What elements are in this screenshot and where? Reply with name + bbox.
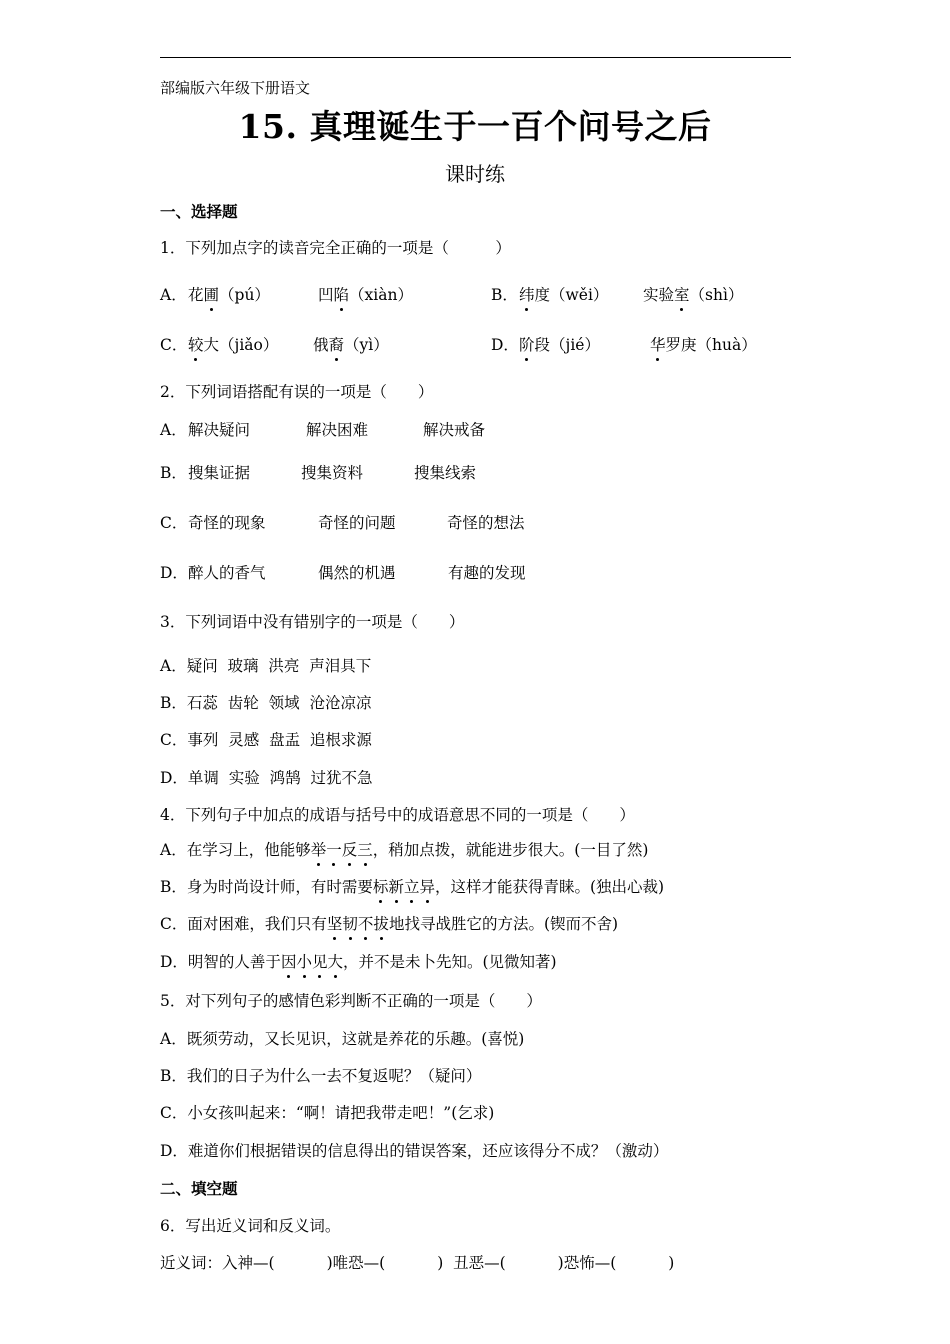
q3-option-a: A．疑问 玻璃 洪亮 声泪具下: [160, 657, 372, 675]
q2-option-label: A．: [160, 421, 187, 439]
page-title: 15. 真理诞生于一百个问号之后: [238, 107, 712, 146]
q1-option-c-word1: 较大（jiǎo）: [188, 333, 278, 355]
q1-option-a-label: A．: [160, 286, 187, 304]
question-1-stem: 1．下列加点字的读音完全正确的一项是（ ）: [160, 239, 511, 257]
q5-option-d: D．难道你们根据错误的信息得出的错误答案，还应该得分不成？（激动）: [160, 1142, 669, 1160]
q1-option-d-label: D．: [491, 336, 519, 354]
q2-option-word: 解决困难: [306, 421, 369, 439]
page-subtitle: 课时练: [445, 162, 505, 186]
q5-option-a: A．既须劳动，又长见识，这就是养花的乐趣。(喜悦): [160, 1030, 525, 1048]
q2-option-word: 解决疑问: [188, 421, 251, 439]
question-3-stem: 3．下列词语中没有错别字的一项是（ ）: [160, 613, 465, 631]
q5-option-b: B．我们的日子为什么一去不复返呢？（疑问）: [160, 1067, 482, 1085]
q2-option-word: 搜集线索: [414, 464, 477, 482]
section-fill: 二、填空题: [160, 1179, 238, 1198]
q3-option-b: B．石蕊 齿轮 领域 沧沧凉凉: [160, 694, 372, 712]
q1-option-b-word2: 实验室（shì）: [643, 283, 743, 305]
question-6-stem: 6．写出近义词和反义词。: [160, 1217, 341, 1235]
q6-synonyms-line: 近义词：入神—( )唯恐—( ) 丑恶—( )恐怖—( ): [160, 1254, 675, 1272]
q4-option-c: C．面对困难，我们只有坚韧不拔地找寻战胜它的方法。(锲而不舍): [160, 912, 618, 934]
q1-option-c-word2: 俄裔（yì）: [313, 333, 389, 355]
q2-option-word: 奇怪的问题: [318, 514, 396, 532]
q1-option-a-word1: 花圃（pú）: [188, 283, 270, 305]
q5-option-c: C．小女孩叫起来：“啊！请把我带走吧！”(乞求): [160, 1104, 495, 1122]
q1-option-d-word1: 阶段（jié）: [519, 333, 600, 355]
q3-option-c: C．事列 灵感 盘盂 追根求源: [160, 731, 372, 749]
q1-option-b-word1: 纬度（wěi）: [519, 283, 608, 305]
question-5-stem: 5．对下列句子的感情色彩判断不正确的一项是（ ）: [160, 992, 542, 1010]
grade-note: 部编版六年级下册语文: [160, 79, 311, 97]
q2-option-label: D．: [160, 564, 188, 582]
q4-option-a: A．在学习上，他能够举一反三，稍加点拨，就能进步很大。(一目了然): [160, 838, 648, 860]
section-choice: 一、选择题: [160, 202, 238, 221]
q2-option-label: B．: [160, 464, 187, 482]
q2-option-word: 搜集证据: [188, 464, 251, 482]
q1-option-a-word2: 凹陷（xiàn）: [318, 283, 413, 305]
q2-option-label: C．: [160, 514, 188, 532]
q1-option-b-label: B．: [491, 286, 518, 304]
q2-option-word: 解决戒备: [423, 421, 486, 439]
q3-option-d: D．单调 实验 鸿鹄 过犹不急: [160, 769, 373, 787]
question-4-stem: 4．下列句子中加点的成语与括号中的成语意思不同的一项是（ ）: [160, 806, 635, 824]
q2-option-word: 醉人的香气: [188, 564, 266, 582]
q4-option-d: D．明智的人善于因小见大，并不是未卜先知。(见微知著): [160, 950, 557, 972]
q4-option-b: B．身为时尚设计师，有时需要标新立异，这样才能获得青睐。(独出心裁): [160, 875, 664, 897]
q2-option-word: 搜集资料: [301, 464, 364, 482]
q1-option-c-label: C．: [160, 336, 188, 354]
header-rule: [160, 57, 791, 58]
q2-option-word: 奇怪的想法: [447, 514, 525, 532]
q2-option-word: 有趣的发现: [448, 564, 526, 582]
q2-option-word: 奇怪的现象: [188, 514, 266, 532]
question-2-stem: 2．下列词语搭配有误的一项是（ ）: [160, 383, 434, 401]
q2-option-word: 偶然的机遇: [318, 564, 396, 582]
q1-option-d-word2: 华罗庚（huà）: [650, 333, 757, 355]
